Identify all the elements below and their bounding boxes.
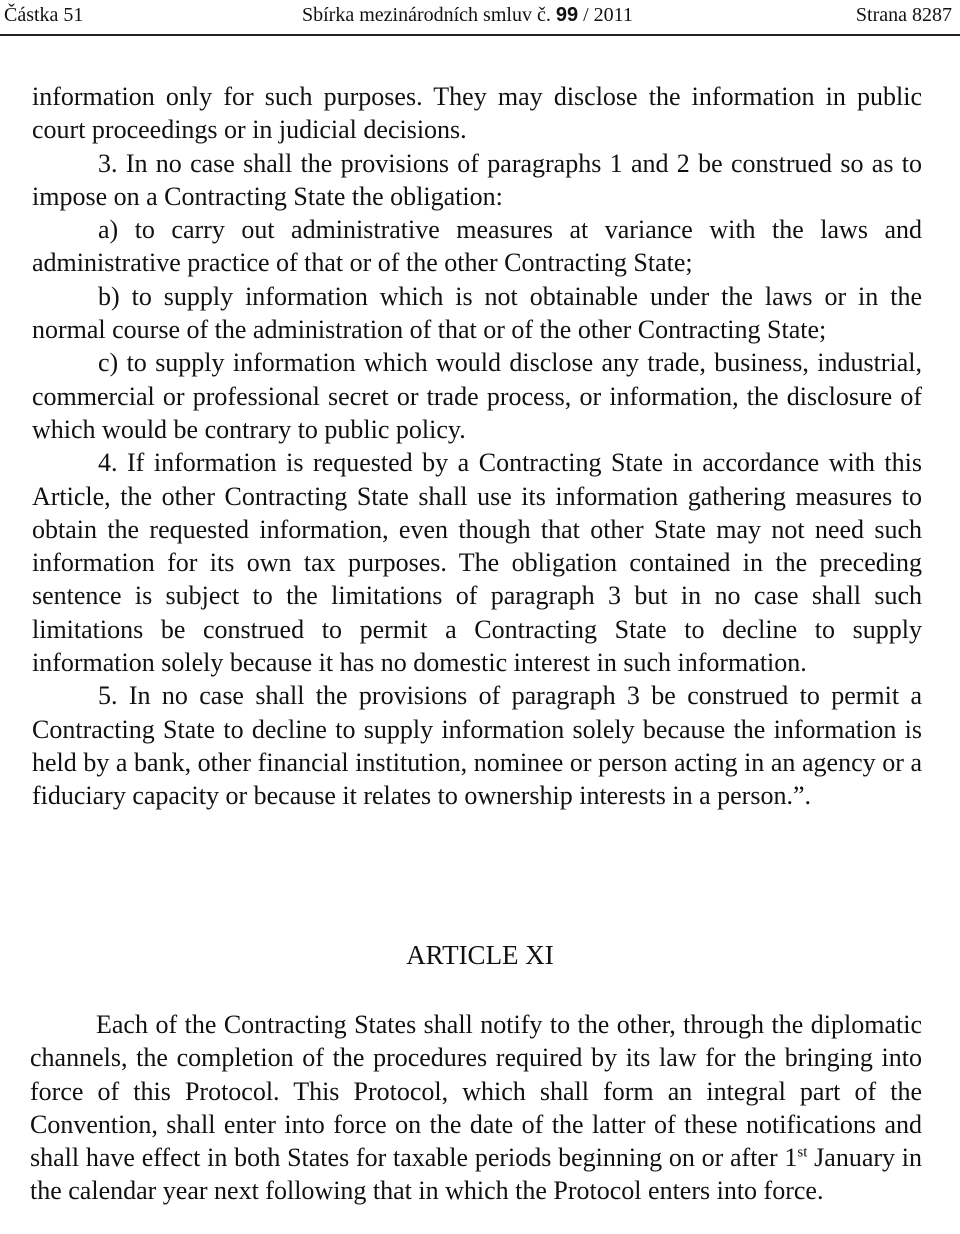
- article-xi-text: [30, 1008, 922, 1208]
- paragraph-3-item-a: a) to carry out administrative measures at variance with the laws and administrative practice of that or of the other Contracting State;: [32, 215, 922, 278]
- paragraph-4: 4. If information is requested by a Contracting State in accordance with this Article, the other Contracting State shall use its information gathering measures to obtain the requested information, even though that other State may not need such information for its own tax purposes. The obligation contained in the preceding sentence is subject to the limitations of paragraph 3 but in no case shall such limitations be construed to permit a Contracting State to decline to supply information solely because it has no domestic interest in such information.: [32, 448, 922, 678]
- paragraph-5: 5. In no case shall the provisions of paragraph 3 be construed to permit a Contracting State to decline to supply information solely because the information is held by a bank, other financial institution, nominee or person acting in an agency or a fiduciary capacity or because it relates to ownership interests in a person.”.: [32, 681, 922, 811]
- page-header: [0, 0, 960, 36]
- header-page-number: Strana 8287: [855, 4, 952, 26]
- paragraph-continuation: information only for such purposes. They may disclose the information in public court proceedings or in judicial decisions.: [32, 82, 922, 145]
- article-heading: ARTICLE XI: [406, 940, 554, 970]
- article-xi-text-part-1: Each of the Contracting States shall notify to the other, through the diplomatic channels, the completion of the procedures required by its law for the bringing into force of this Protocol. This Protocol, which shall form an integral part of the Convention, shall enter into force on the date of the latter of these notifications and shall have effect in both States for taxable periods beginning on or after 1: [30, 1010, 922, 1173]
- header-part: Částka 51: [4, 4, 84, 26]
- paragraph-3-item-b: b) to supply information which is not obtainable under the laws or in the normal course of the administration of that or of the other Contracting State;: [32, 281, 922, 345]
- header-collection: [302, 4, 633, 27]
- paragraph-3-intro: 3. In no case shall the provisions of paragraphs 1 and 2 be construed so as to impose on a Contracting State the obligation:: [32, 148, 922, 211]
- paragraph-3-item-c: c) to supply information which would disclose any trade, business, industrial, commercial or professional secret or trade process, or information, the disclosure of which would be contrary to public policy.: [32, 348, 922, 444]
- header-collection-prefix: Sbírka mezinárodních smluv č.: [302, 4, 551, 26]
- article-body-text: [32, 80, 922, 813]
- ordinal-suffix: st: [797, 1144, 808, 1161]
- article-xi-text-part-2: January in the calendar year next following that in which the Protocol enters into force.: [30, 1143, 922, 1206]
- header-year: / 2011: [583, 4, 633, 26]
- header-issue-number: 99: [555, 4, 579, 26]
- article-xi-paragraph: [30, 1008, 922, 1208]
